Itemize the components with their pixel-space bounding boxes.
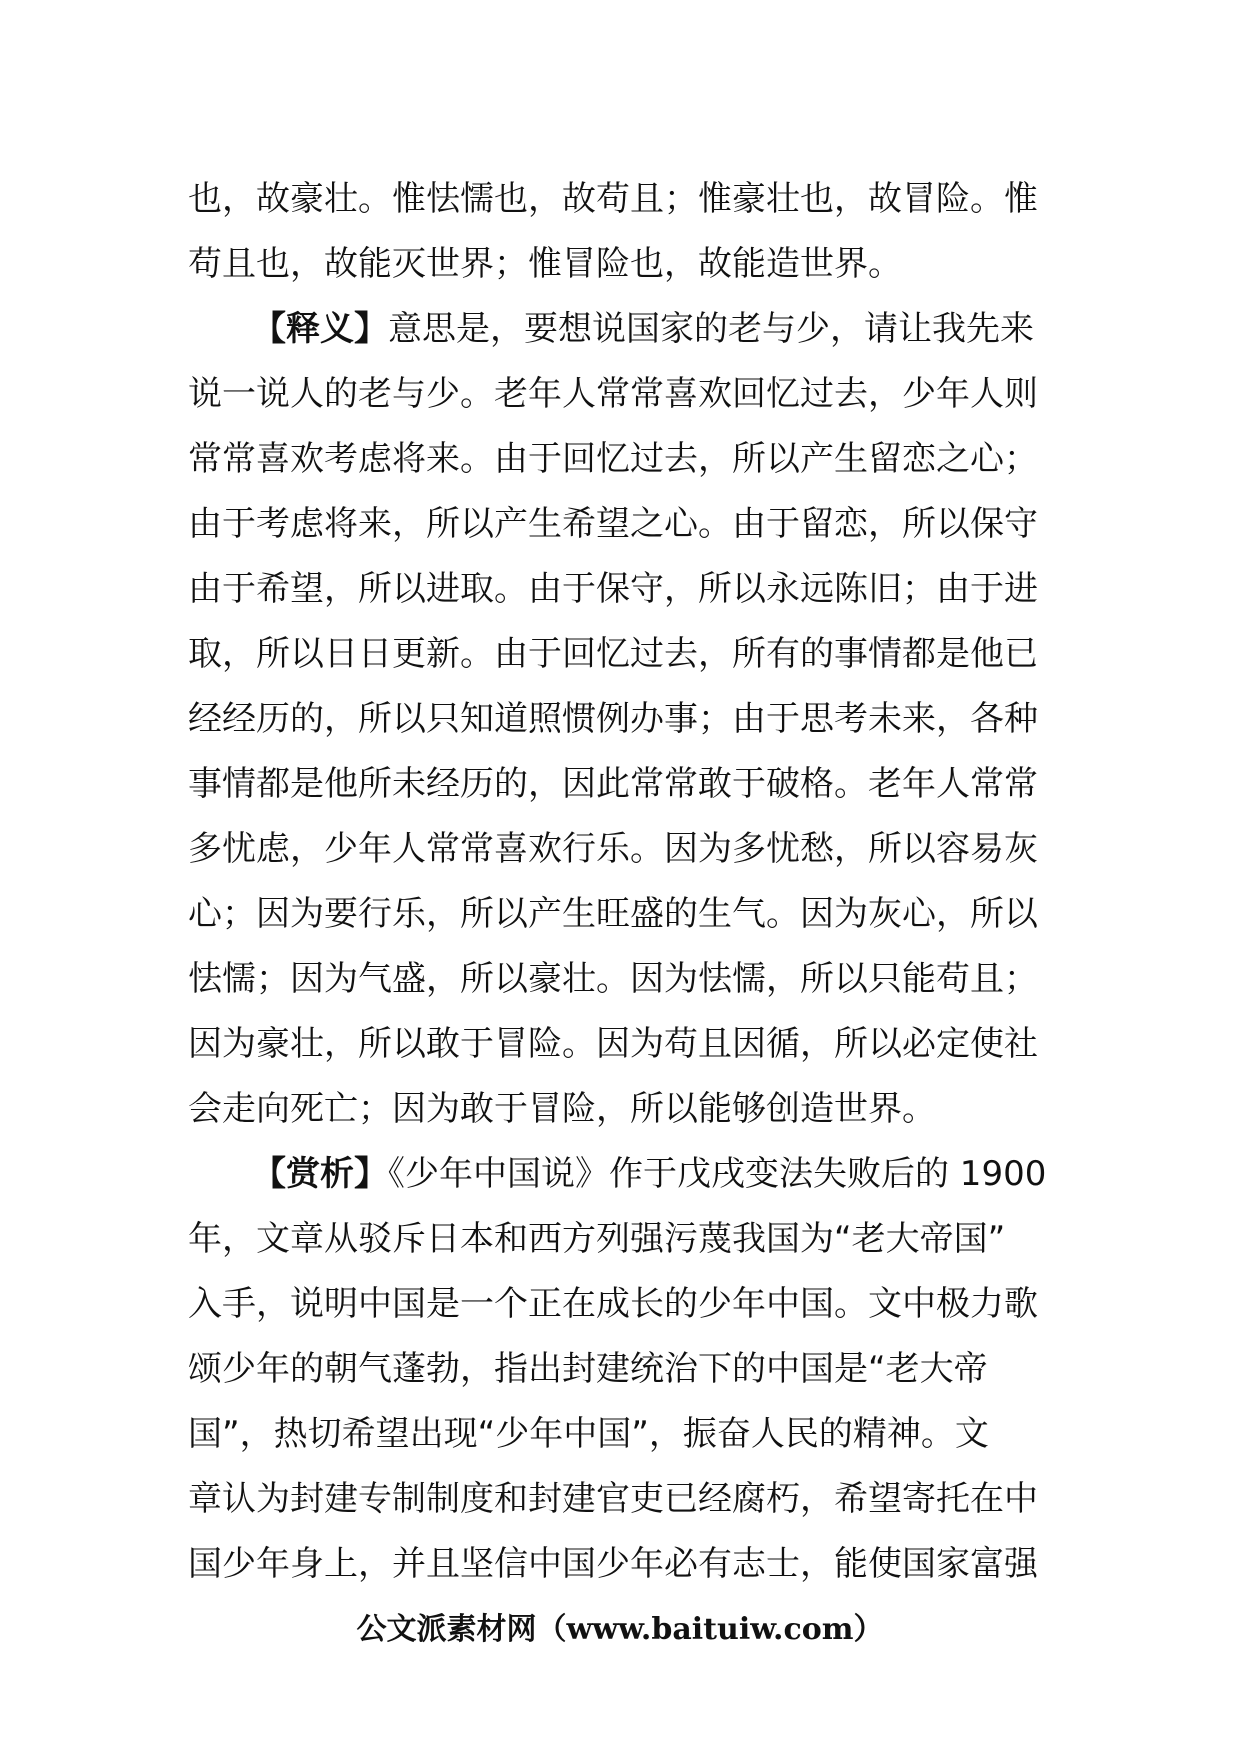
text-line: 国少年身上，并且坚信中国少年必有志士，能使国家富强 <box>188 1544 1038 1584</box>
paragraph-first-line <box>188 1142 1058 1207</box>
text-fragment: 《少年中国说》作于戊戌变法失败后的 1900 <box>388 1154 1047 1194</box>
text-line: 也，故豪壮。惟怯懦也，故苟且；惟豪壮也，故冒险。惟 <box>188 179 1038 219</box>
text-line: 苟且也，故能灭世界；惟冒险也，故能造世界。 <box>188 244 902 284</box>
page-footer-watermark: 公文派素材网（www.baituiw.com） <box>356 1612 884 1647</box>
text-line: 常常喜欢考虑将来。由于回忆过去，所以产生留恋之心； <box>188 439 1038 479</box>
paragraph-first-line <box>188 297 1058 362</box>
document-body <box>188 167 1058 1597</box>
text-line: 国”，热切希望出现“少年中国”，振奋人民的精神。文 <box>188 1414 989 1454</box>
text-line: 经经历的，所以只知道照惯例办事；由于思考未来，各种 <box>188 699 1038 739</box>
text-line: 会走向死亡；因为敢于冒险，所以能够创造世界。 <box>188 1089 936 1129</box>
text-line: 事情都是他所未经历的，因此常常敢于破格。老年人常常 <box>188 764 1038 804</box>
text-line: 由于考虑将来，所以产生希望之心。由于留恋，所以保守 <box>188 504 1038 544</box>
text-line: 章认为封建专制制度和封建官吏已经腐朽，希望寄托在中 <box>188 1479 1038 1519</box>
text-line: 颂少年的朝气蓬勃，指出封建统治下的中国是“老大帝 <box>188 1349 988 1389</box>
text-line: 怯懦；因为气盛，所以豪壮。因为怯懦，所以只能苟且； <box>188 959 1038 999</box>
text-line: 说一说人的老与少。老年人常常喜欢回忆过去，少年人则 <box>188 374 1038 414</box>
text-line: 因为豪壮，所以敢于冒险。因为苟且因循，所以必定使社 <box>188 1024 1038 1064</box>
text-line: 入手，说明中国是一个正在成长的少年中国。文中极力歌 <box>188 1284 1038 1324</box>
text-line: 多忧虑，少年人常常喜欢行乐。因为多忧愁，所以容易灰 <box>188 829 1038 869</box>
text-line: 由于希望，所以进取。由于保守，所以永远陈旧；由于进 <box>188 569 1038 609</box>
text-line: 年，文章从驳斥日本和西方列强污蔑我国为“老大帝国” <box>188 1219 1006 1259</box>
section-label-shiyi: 【释义】 <box>252 309 388 349</box>
text-fragment: 意思是，要想说国家的老与少，请让我先来 <box>388 309 1034 349</box>
text-line: 取，所以日日更新。由于回忆过去，所有的事情都是他已 <box>188 634 1038 674</box>
section-label-shangxi: 【赏析】 <box>252 1154 388 1194</box>
text-line: 心；因为要行乐，所以产生旺盛的生气。因为灰心，所以 <box>188 894 1038 934</box>
